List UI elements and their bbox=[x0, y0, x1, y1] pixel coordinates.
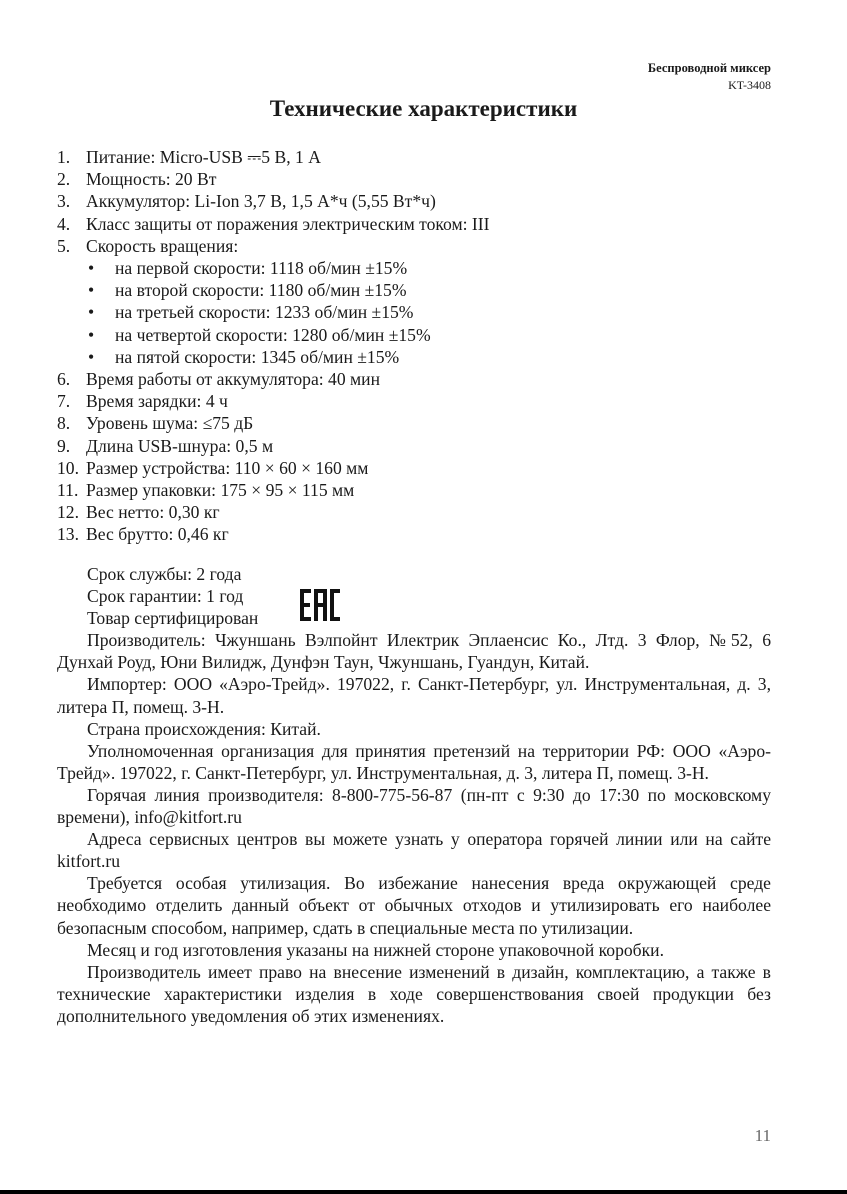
spec-item-text: Мощность: 20 Вт bbox=[86, 169, 217, 190]
spec-item-number: 10. bbox=[57, 457, 79, 478]
importer-paragraph: Импортер: ООО «Аэро-Трейд». 197022, г. Санкт-Петербург, ул. Инструментальная, д. 3, литера П, помещ. 3-Н. bbox=[57, 674, 771, 717]
speed-item-text: на третьей скорости: 1233 об/мин ±15% bbox=[115, 302, 414, 323]
spec-item-number: 8. bbox=[57, 413, 71, 434]
spec-item-text: Длина USB-шнура: 0,5 м bbox=[86, 435, 274, 456]
certification-note: Товар сертифицирован bbox=[87, 608, 259, 629]
spec-item-number: 4. bbox=[57, 213, 71, 234]
spec-item-text: Питание: Micro-USB ⎓5 В, 1 А bbox=[86, 147, 321, 167]
spec-item-number: 7. bbox=[57, 391, 71, 412]
spec-item-text: Размер устройства: 110 × 60 × 160 мм bbox=[86, 457, 369, 478]
speed-item-text: на четвертой скорости: 1280 об/мин ±15% bbox=[115, 324, 431, 345]
speed-item-text: на второй скорости: 1180 об/мин ±15% bbox=[115, 280, 407, 301]
changes-paragraph: Производитель имеет право на внесение изменений в дизайн, комплектацию, а также в технические характеристики изделия в ходе совершенствования своей продукции без дополнительного уведомления об этих изменениях. bbox=[57, 961, 771, 1026]
speed-item bbox=[57, 324, 777, 346]
speed-item-text: на пятой скорости: 1345 об/мин ±15% bbox=[115, 346, 400, 367]
spec-item-text: Скорость вращения: bbox=[86, 235, 239, 256]
hotline-paragraph: Горячая линия производителя: 8-800-775-56-87 (пн-пт с 9:30 до 17:30 по московскому времени), info@kitfort.ru bbox=[57, 784, 771, 828]
spec-item-text: Время зарядки: 4 ч bbox=[86, 391, 228, 412]
spec-item-number: 13. bbox=[57, 524, 79, 545]
speed-item bbox=[57, 279, 777, 301]
spec-item bbox=[57, 213, 777, 235]
spec-item bbox=[57, 190, 777, 212]
spec-item-number: 3. bbox=[57, 191, 71, 212]
spec-item bbox=[57, 412, 777, 434]
spec-item-number: 9. bbox=[57, 435, 71, 456]
manufacture-date-paragraph: Месяц и год изготовления указаны на нижней стороне упаковочной коробки. bbox=[87, 939, 664, 960]
service-centers-paragraph: Адреса сервисных центров вы можете узнать у оператора горячей линии или на сайте kitfort.ru bbox=[57, 829, 771, 872]
spec-item bbox=[57, 501, 777, 523]
bullet-icon: • bbox=[88, 302, 95, 323]
spec-item bbox=[57, 479, 777, 501]
spec-item-number: 1. bbox=[57, 147, 71, 167]
manufacturer-paragraph: Производитель: Чжуншань Вэлпойнт Илектрик Эплаенсис Ко., Лтд. 3 Флор, №52, 6 Дунхай Роуд, Юни Вилидж, Дунфэн Таун, Чжуншань, Гуандун, Китай. bbox=[57, 630, 771, 673]
legal-info bbox=[57, 563, 771, 1027]
service-life: Срок службы: 2 года bbox=[87, 564, 242, 584]
authorized-organization-paragraph: Уполномоченная организация для принятия претензий на территории РФ: ООО «Аэро-Трейд». 197022, г. Санкт-Петербург, ул. Инструментальная, д. 3, литера П, помещ. 3-Н. bbox=[57, 740, 771, 783]
spec-item bbox=[57, 368, 777, 390]
spec-item bbox=[57, 146, 777, 168]
spec-item-text: Вес брутто: 0,46 кг bbox=[86, 524, 229, 545]
speed-item bbox=[57, 301, 777, 323]
origin-paragraph: Страна происхождения: Китай. bbox=[87, 718, 321, 739]
spec-item-number: 6. bbox=[57, 369, 71, 390]
spec-item-number: 5. bbox=[57, 235, 71, 256]
spec-item bbox=[57, 523, 777, 545]
spec-item-text: Вес нетто: 0,30 кг bbox=[86, 502, 220, 523]
speed-item bbox=[57, 346, 777, 368]
spec-item-text: Время работы от аккумулятора: 40 мин bbox=[86, 369, 380, 390]
spec-item-number: 2. bbox=[57, 169, 71, 190]
spec-item bbox=[57, 168, 777, 190]
spec-item-number: 12. bbox=[57, 502, 79, 523]
bullet-icon: • bbox=[88, 346, 95, 367]
spec-list bbox=[57, 146, 777, 546]
page-number: 11 bbox=[754, 1126, 771, 1145]
page-title: Технические характеристики bbox=[269, 96, 578, 121]
spec-item-text: Уровень шума: ≤75 дБ bbox=[86, 413, 254, 434]
bullet-icon: • bbox=[88, 324, 95, 345]
spec-item-text: Размер упаковки: 175 × 95 × 115 мм bbox=[86, 480, 355, 501]
speed-item bbox=[57, 257, 777, 279]
spec-item bbox=[57, 435, 777, 457]
warranty-period: Срок гарантии: 1 год bbox=[87, 586, 244, 607]
bullet-icon: • bbox=[88, 280, 95, 301]
header-model-number: KT-3408 bbox=[728, 78, 771, 92]
bottom-rule bbox=[0, 1190, 847, 1194]
spec-item bbox=[57, 235, 777, 257]
disposal-paragraph: Требуется особая утилизация. Во избежание нанесения вреда окружающей среде необходимо отделить данный объект от обычных отходов и утилизировать его наиболее безопасным способом, например, сдать в специальные места по утилизации. bbox=[57, 873, 771, 938]
header-product-name: Беспроводной миксер bbox=[647, 61, 771, 75]
spec-item-text: Класс защиты от поражения электрическим током: III bbox=[86, 213, 490, 234]
running-header bbox=[648, 60, 771, 94]
spec-item-number: 11. bbox=[57, 480, 79, 501]
spec-item bbox=[57, 457, 777, 479]
bullet-icon: • bbox=[88, 258, 95, 279]
spec-item bbox=[57, 390, 777, 412]
speed-item-text: на первой скорости: 1118 об/мин ±15% bbox=[115, 258, 408, 279]
spec-item-text: Аккумулятор: Li-Ion 3,7 В, 1,5 А*ч (5,55 Вт*ч) bbox=[86, 191, 436, 212]
